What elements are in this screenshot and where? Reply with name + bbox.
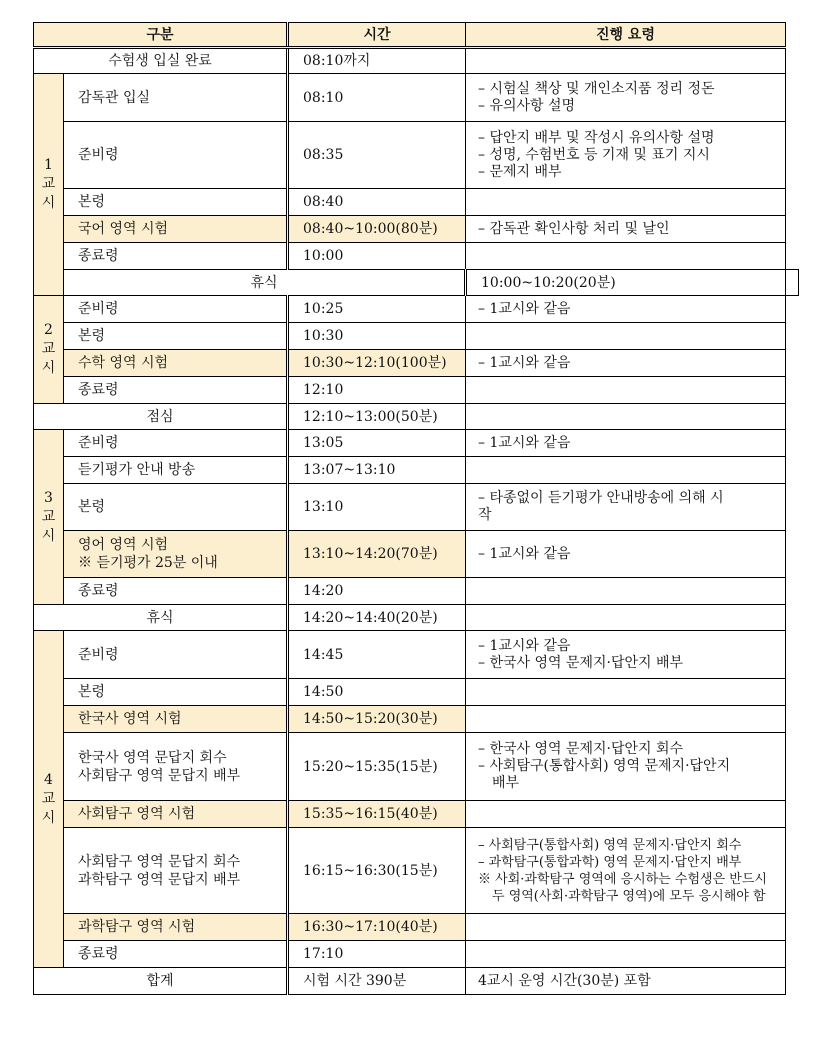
table-row-lunch [34,404,799,430]
row-name: 국어 영역 시험 [64,216,288,243]
row-name [64,828,288,914]
row-notes [466,941,786,968]
name-line: 한국사 영역 문답지 회수 [78,749,227,766]
note-line: ※ 사회·과학탐구 영역에 응시하는 수험생은 반드시 [478,871,767,887]
note-line: – 유의사항 설명 [478,97,576,114]
table-row [34,430,799,457]
note-line: – 문제지 배부 [478,163,562,180]
table-row [34,243,799,270]
row-notes [466,679,786,706]
row-time: 16:15~16:30(15분) [288,828,466,914]
table-row [34,941,799,968]
table-row [34,189,799,216]
table-row [34,74,799,122]
break-2-label: 휴식 [34,605,288,631]
row-name: 종료령 [64,578,288,605]
row-notes [466,531,786,578]
table-row-arrival [34,48,799,74]
table-row [34,122,799,189]
table-row [34,733,799,801]
row-time: 15:35~16:15(40분) [288,801,466,828]
row-notes [466,801,786,828]
table-row-exam [34,706,799,733]
note-line: 배부 [492,775,520,791]
row-name: 사회탐구 영역 시험 [64,801,288,828]
row-name: 본령 [64,189,288,216]
table-row [34,828,799,914]
exam-schedule-table [33,22,799,995]
row-notes [466,828,786,914]
row-notes [466,578,786,605]
table-row [34,323,799,350]
lunch-label: 점심 [34,404,288,430]
row-time: 12:10 [288,377,466,404]
row-time: 08:35 [288,122,466,189]
row-time: 15:20~15:35(15분) [288,733,466,801]
note-line: – 타종없이 듣기평가 안내방송에 의해 시 [478,490,724,506]
row-time: 16:30~17:10(40분) [288,914,466,941]
row-time: 13:07~13:10 [288,457,466,484]
note-line: 두 영역(사회·과학탐구 영역)에 모두 응시해야 함 [492,888,766,904]
note-line: 작 [478,507,492,523]
row-notes [466,243,786,270]
row-time: 14:50~15:20(30분) [288,706,466,733]
break-2-time: 14:20~14:40(20분) [288,605,466,631]
row-name: 종료령 [64,941,288,968]
table-row [34,578,799,605]
table-row [34,296,799,323]
row-name: 듣기평가 안내 방송 [64,457,288,484]
table-row [34,484,799,531]
row-notes [466,605,786,631]
row-time: 08:40 [288,189,466,216]
table-row [34,679,799,706]
row-name: 준비령 [64,430,288,457]
row-name: 한국사 영역 시험 [64,706,288,733]
row-time: 10:30 [288,323,466,350]
table-row [34,457,799,484]
row-time: 14:45 [288,631,466,679]
header-category: 구분 [34,23,288,48]
row-notes [466,484,786,531]
row-name: 수학 영역 시험 [64,350,288,377]
row-name [64,531,288,578]
row-time: 08:40~10:00(80분) [288,216,466,243]
row-notes [466,631,786,679]
break-1-label: 휴식 [64,270,466,296]
total-note: 4교시 운영 시간(30분) 포함 [466,968,786,995]
total-label: 합계 [34,968,288,995]
header-time: 시간 [288,23,466,48]
arrival-time: 08:10까지 [288,48,466,74]
header-row [34,23,799,48]
row-time: 17:10 [288,941,466,968]
table-row [34,631,799,679]
period-1-label [34,74,64,296]
note-line: – 1교시와 같음 [478,354,571,371]
break-1-time: 10:00~10:20(20분) [466,270,786,296]
row-notes [466,122,786,189]
table-row-exam [34,531,799,578]
row-time: 10:25 [288,296,466,323]
period-3-label [34,430,64,605]
row-name: 종료령 [64,377,288,404]
name-line: ※ 듣기평가 25분 이내 [78,555,218,571]
row-name: 종료령 [64,243,288,270]
note-line: – 사회탐구(통합사회) 영역 문제지·답안지 [478,758,731,774]
name-line: 사회탐구 영역 문답지 회수 [78,853,241,870]
row-name [64,733,288,801]
row-name: 본령 [64,484,288,531]
row-time: 10:30~12:10(100분) [288,350,466,377]
table-row-exam [34,350,799,377]
arrival-label: 수험생 입실 완료 [34,48,288,74]
row-notes [466,216,786,243]
row-name: 본령 [64,323,288,350]
row-notes [466,457,786,484]
row-notes [466,404,786,430]
table-row-total [34,968,799,995]
row-time: 13:10 [288,484,466,531]
note-line: – 사회탐구(통합사회) 영역 문제지·답안지 회수 [478,837,742,853]
row-notes [466,430,786,457]
period-4-text: 4 교 시 [41,771,56,826]
arrival-note [466,48,786,74]
row-time: 13:05 [288,430,466,457]
row-time: 13:10~14:20(70분) [288,531,466,578]
row-notes [466,377,786,404]
note-line: – 한국사 영역 문제지·답안지 회수 [478,741,684,757]
period-1-text: 1 교 시 [41,157,56,211]
period-4-label [34,631,64,968]
note-line: – 1교시와 같음 [478,637,571,654]
note-line: – 감독관 확인사항 처리 및 날인 [478,220,670,237]
row-notes [786,270,799,296]
table-row-exam [34,914,799,941]
period-3-text: 3 교 시 [41,489,56,544]
note-line: – 과학탐구(통합과학) 영역 문제지·답안지 배부 [478,854,742,870]
header-procedure: 진행 요령 [466,23,786,48]
row-name: 준비령 [64,122,288,189]
name-line: 과학탐구 영역 문답지 배부 [78,871,241,888]
table-row-exam [34,801,799,828]
note-line: – 시험실 책상 및 개인소지품 정리 정돈 [478,80,715,97]
row-time: 08:10 [288,74,466,122]
lunch-time: 12:10~13:00(50분) [288,404,466,430]
note-line: – 답안지 배부 및 작성시 유의사항 설명 [478,129,715,146]
name-line: 사회탐구 영역 문답지 배부 [78,767,241,784]
row-notes [466,706,786,733]
note-line: – 성명, 수험번호 등 기재 및 표기 지시 [478,146,710,163]
row-notes [466,296,786,323]
row-name: 감독관 입실 [64,74,288,122]
note-line: – 1교시와 같음 [478,300,571,317]
row-notes [466,74,786,122]
name-line: 영어 영역 시험 [78,537,169,553]
total-time: 시험 시간 390분 [288,968,466,995]
row-notes [466,914,786,941]
row-notes [466,189,786,216]
row-time: 10:00 [288,243,466,270]
row-name: 준비령 [64,296,288,323]
note-line: – 1교시와 같음 [478,545,571,562]
row-time: 14:20 [288,578,466,605]
table-row-break [34,270,799,296]
note-line: – 1교시와 같음 [478,434,571,451]
table-row [34,377,799,404]
row-name: 준비령 [64,631,288,679]
period-2-text: 2 교 시 [41,322,56,376]
table-row-exam [34,216,799,243]
row-name: 본령 [64,679,288,706]
period-2-label [34,296,64,404]
table-row-break [34,605,799,631]
row-notes [466,350,786,377]
row-name: 과학탐구 영역 시험 [64,914,288,941]
row-time: 14:50 [288,679,466,706]
note-line: – 한국사 영역 문제지·답안지 배부 [478,654,684,671]
row-notes [466,323,786,350]
row-notes [466,733,786,801]
